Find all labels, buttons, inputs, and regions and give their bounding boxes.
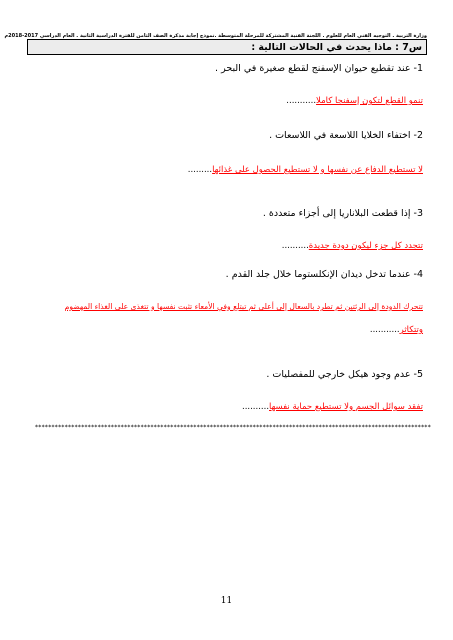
answer-3 [282,233,423,252]
answer-5 [242,394,423,413]
question-title: س7 : ماذا يحدث في الحالات التالية : [251,42,422,53]
question-1: 1- عند تقطيع حيوان الإسفنج لقطع صغيرة في البحر . [215,63,423,74]
answer-1 [286,88,423,107]
answer-3-dots: .......... [281,241,309,251]
answer-1-dots: ........... [286,96,317,106]
question-5: 5- عدم وجود هيكل خارجي للمفصليات . [266,369,423,380]
answer-4-line-1 [65,294,423,313]
answer-5-text: تفقد سوائل الجسم ولا تستطيع حماية نفسها [269,402,423,412]
question-4: 4- عندما تدخل ديدان الإنكلستوما خلال جلد القدم . [225,269,423,280]
answer-2 [188,157,423,176]
question-title-box [27,39,427,55]
answer-4-line-2 [370,317,423,336]
answer-4-dots: ........... [369,325,400,335]
answer-4-text-cont: وتتكاثر [399,325,423,335]
answer-1-text: تنمو القطع لتكون إسفنجا كاملا [316,96,423,106]
page-number: 11 [220,596,233,606]
question-2: 2- اختفاء الخلايا اللاسعة في اللاسعات . [269,130,423,141]
answer-3-text: تتجدد كل جزء ليكون دودة جديدة [308,241,423,251]
answer-4-text: تتحرك الدودة إلى الرئتين ثم تطرد بالسعال إلى أعلى ثم تبتلع وفي الأمعاء تثبت نفسها و تتغذى على الغذاء المهضوم [64,302,423,311]
answer-2-dots: ......... [187,165,213,175]
answer-5-dots: .......... [242,402,270,412]
question-3: 3- إذا قطعت البلاناريا إلى أجزاء متعددة . [262,208,423,219]
document-header: وزارة التربية . التوجيه الفني العام للعلوم . اللجنة الفنية المشتركة للمرحلة المتوسطة .نموذج إجابة مذكرة الصف الثامن للفترة الدراسية الثانية . العام الدراسي 2017-2018م [4,33,427,39]
separator-stars: ************************************************************************************************************************ [35,424,431,431]
answer-2-text: لا تستطيع الدفاع عن نفسها و لا تستطيع الحصول على غذائها [212,165,423,175]
